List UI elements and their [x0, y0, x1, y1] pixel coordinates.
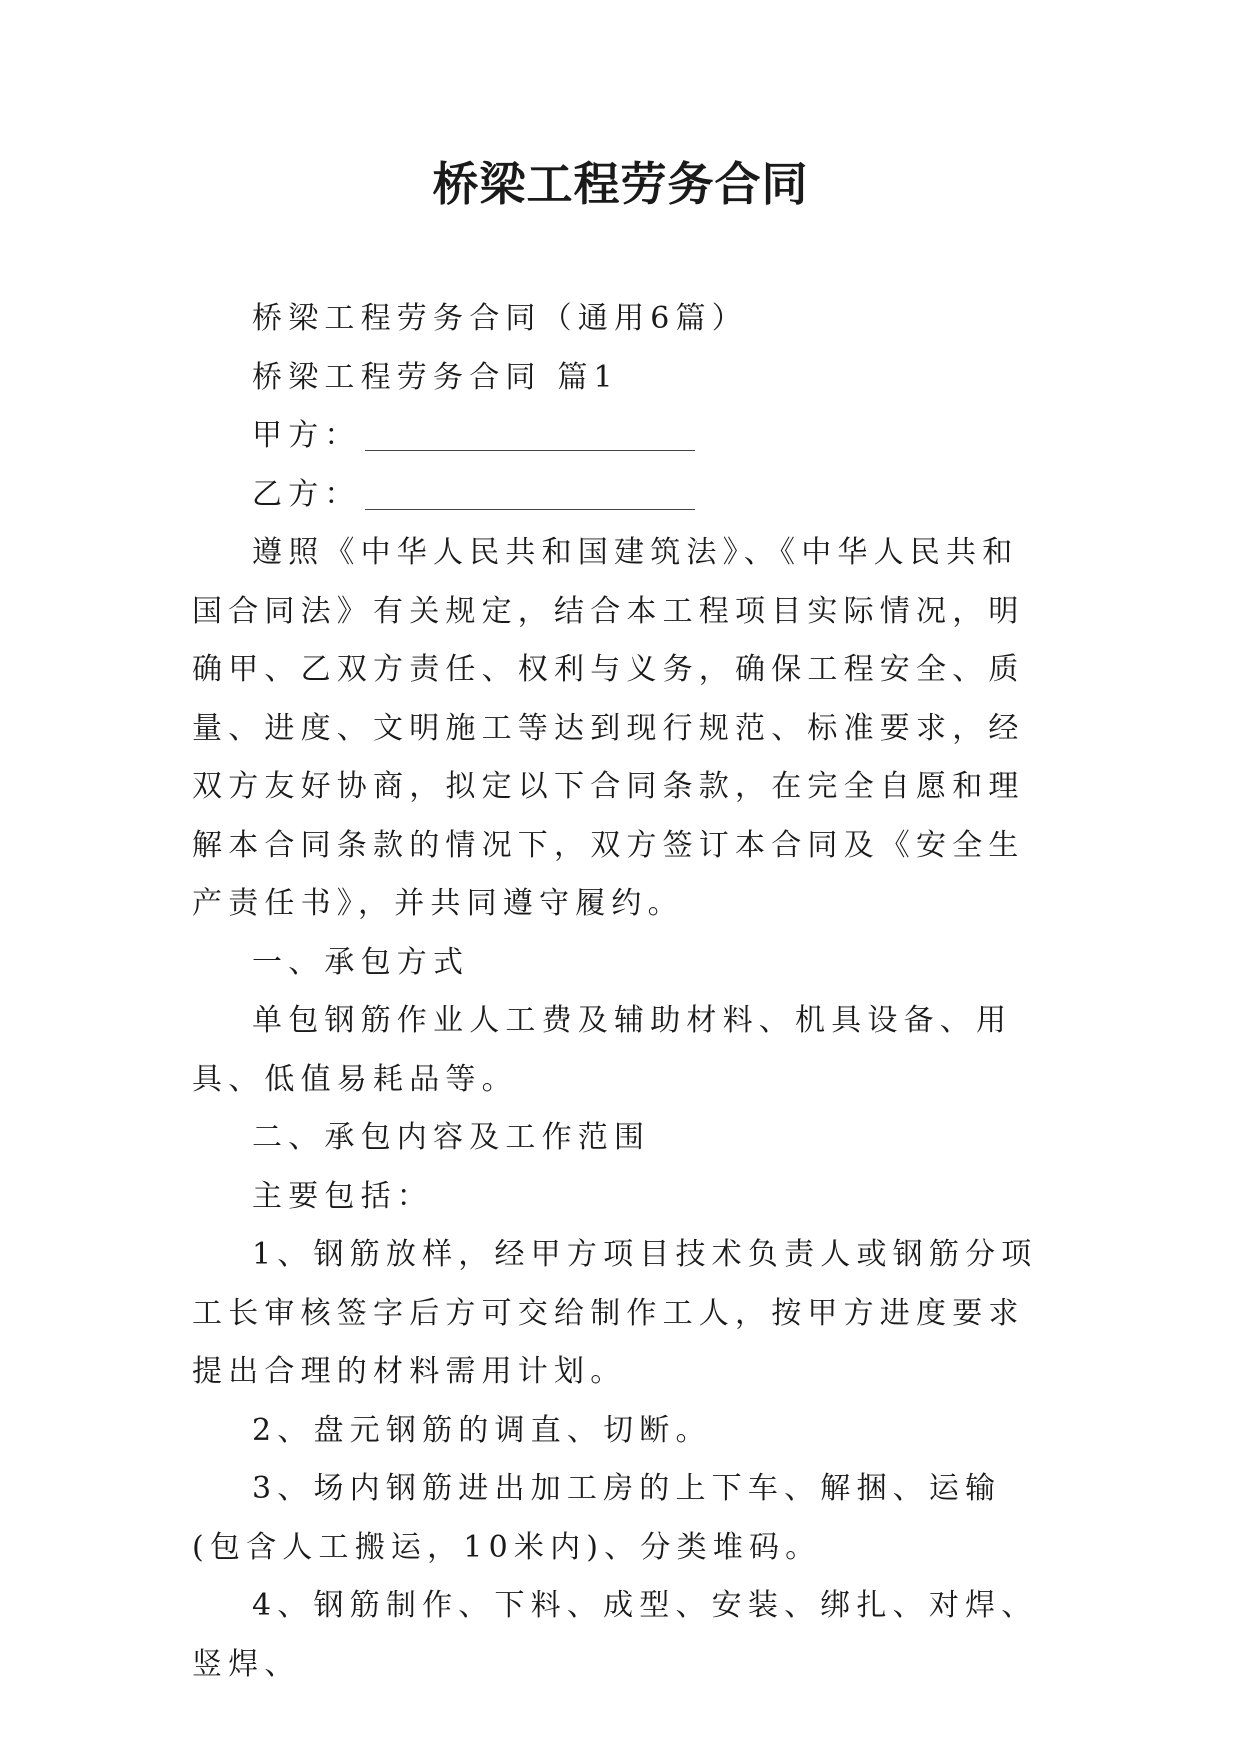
party-b-line [192, 466, 1052, 525]
list-item: 2、盘元钢筋的调直、切断。 [252, 1412, 712, 1448]
heading-contract-method: 一、承包方式 [252, 944, 470, 980]
list-item: 1、钢筋放样，经甲方项目技术负责人或钢筋分项工长审核签字后方可交给制作工人，按甲方进度要求提出合理的材料需用计划。 [192, 1237, 1038, 1389]
document-body [192, 290, 1052, 1694]
party-a-blank [365, 416, 695, 451]
document-subtitle: 桥梁工程劳务合同（通用6篇） [252, 301, 748, 336]
paragraph-contract-method: 单包钢筋作业人工费及辅助材料、机具设备、用具、低值易耗品等。 [192, 1003, 1013, 1097]
party-a-line [192, 407, 1052, 466]
list-item: 3、场内钢筋进出加工房的上下车、解捆、运输(包含人工搬运，10米内)、分类堆码。 [192, 1471, 1002, 1565]
document-title: 桥梁工程劳务合同 [432, 157, 809, 211]
heading-scope: 二、承包内容及工作范围 [252, 1120, 651, 1155]
list-item: 4、钢筋制作、下料、成型、安装、绑扎、对焊、竖焊、 [192, 1588, 1038, 1682]
paragraph-scope-intro: 主要包括： [252, 1178, 433, 1214]
section-heading: 桥梁工程劳务合同 篇1 [252, 359, 619, 395]
party-b-label: 乙方： [252, 476, 361, 512]
intro-paragraph: 遵照《中华人民共和国建筑法》、《中华人民共和国合同法》有关规定，结合本工程项目实际情况，明确甲、乙双方责任、权利与义务，确保工程安全、质量、进度、文明施工等达到现行规范、标准要求，经双方友好协商，拟定以下合同条款，在完全自愿和理解本合同条款的情况下，双方签订本合同及《安全生产责任书》，并共同遵守履约。 [192, 535, 1025, 921]
party-b-blank [365, 475, 695, 510]
party-a-label: 甲方： [252, 418, 361, 453]
